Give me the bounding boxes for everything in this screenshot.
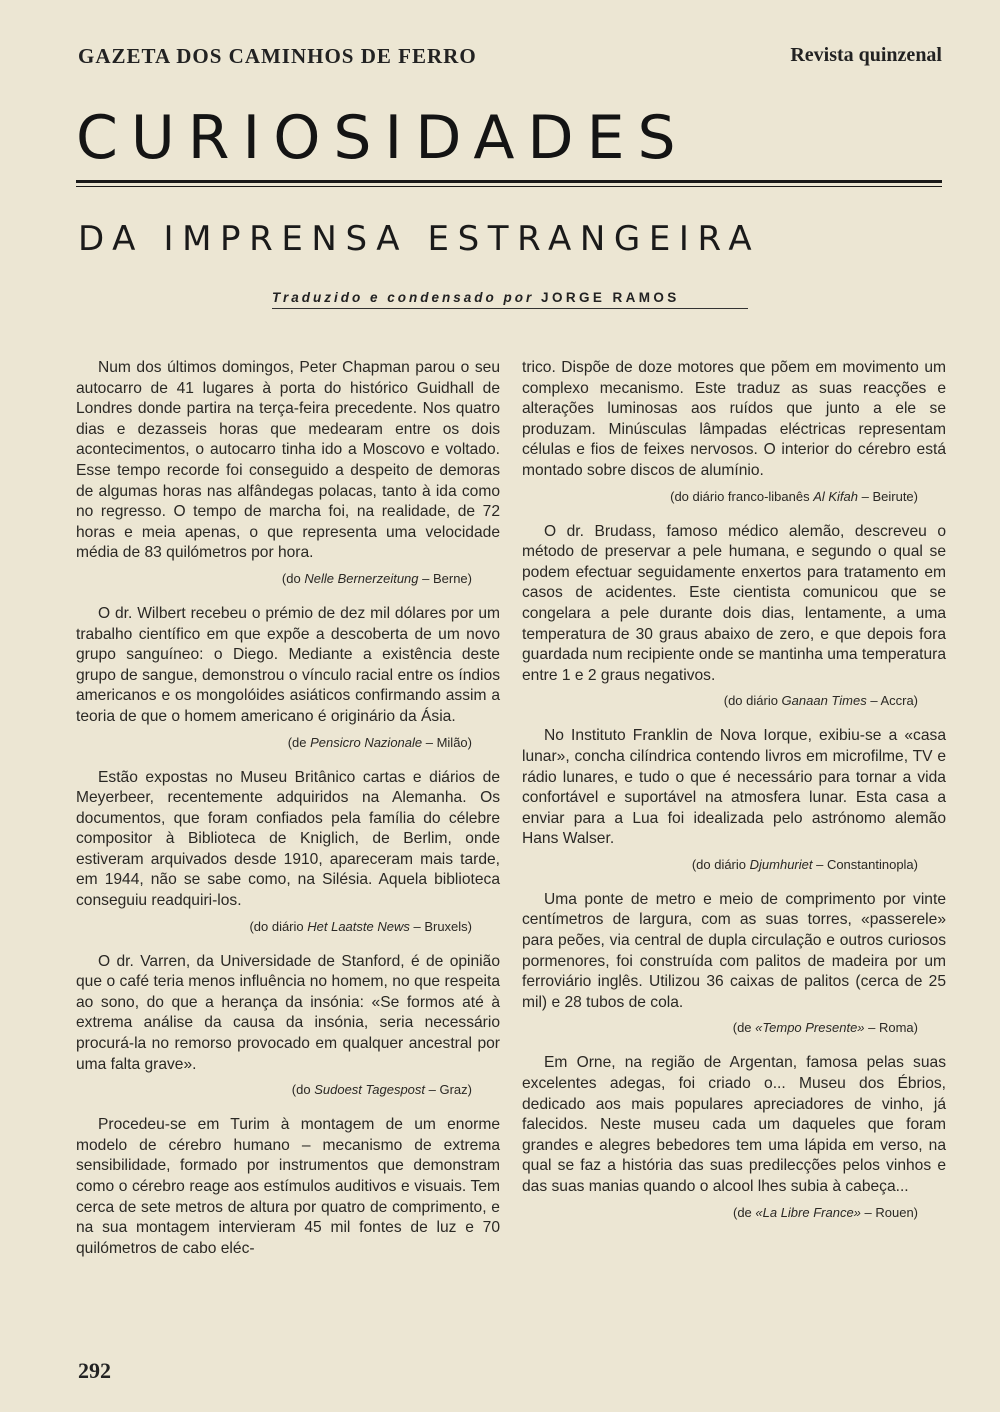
article-brain-model-continued: [522, 358, 946, 504]
article-text: Procedeu-se em Turim à montagem de um enorme modelo de cérebro humano – mecanismo de extrema sensibilidade, formado por instrumentos que demonstram como o cérebro reage aos estímulos auditivos e visuais. Tem cerca de sete metros de altura por quatro de comprimento, e na sua montagem intervieram 45 mil fontes de luz e 70 quilómetros de cabo eléc-: [76, 1116, 500, 1257]
article-source: (do Nelle Bernerzeitung – Berne): [281, 570, 472, 586]
left-column: [76, 358, 500, 1259]
article-text: No Instituto Franklin de Nova Iorque, exibiu-se a «casa lunar», concha cilíndrica contendo livros em microfilme, TV e rádio lunares, e tudo o que é necessário para tornar a vida confortável e suportável na atmosfera lunar. Esta casa a enviar para a Lua foi idealizada pelo astrónomo alemão Hans Walser.: [522, 727, 946, 848]
article-drunkards-museum: [522, 1053, 946, 1219]
article-text: O dr. Brudass, famoso médico alemão, descreveu o método de preservar a pele humana, e segundo o qual se podem efectuar seguidamente enxertos para tratamento em casos de acidentes. Este cientista comunicou que se congelara a pele durante dois dias, lentamente, a uma temperatura de 30 graus abaixo de zero, e que depois fora guardada num recipiente onde se mantinha uma temperatura entre 1 e 2 graus negativos.: [522, 522, 946, 684]
article-insomnia: [76, 952, 500, 1098]
article-source: (do diário Djumhuriet – Constantinopla): [691, 856, 918, 872]
article-text: O dr. Wilbert recebeu o prémio de dez mil dólares por um trabalho científico em que expõe a descoberta de um novo grupo sanguíneo: o Diego. Mediante a existência deste grupo de sangue, demonstrou o vínculo racial entre os índios americanos e os mongolóides asiáticos confirmando assim a teoria de que o homem americano é originário da Ásia.: [76, 604, 500, 725]
article-text: Em Orne, na região de Argentan, famosa pelas suas excelentes adegas, foi criado o... Museu dos Ébrios, dedicado aos mais populares apreciadores de vinho, já falecidos. Neste museu cada um daqueles que foram grandes e alegres bebedores tem uma lápida em verso, na qual se faz a história das suas predilecções pelos vinhos e das suas manias quando o alcool lhes subia à cabeça...: [522, 1054, 946, 1195]
publication-name: GAZETA DOS CAMINHOS DE FERRO: [78, 44, 477, 68]
article-source: (de «La Libre France» – Rouen): [732, 1204, 918, 1220]
article-meyerbeer: [76, 768, 500, 934]
byline: [272, 290, 752, 305]
article-source: (do diário Het Laatste News – Bruxels): [249, 918, 472, 934]
byline-prefix: Traduzido e condensado por: [272, 290, 535, 305]
article-brain-model: [76, 1115, 500, 1259]
page-number: 292: [78, 1358, 111, 1383]
article-source: (de Pensicro Nazionale – Milão): [287, 734, 472, 750]
article-text: Estão expostas no Museu Britânico cartas e diários de Meyerbeer, recentemente adquiridos na Alemanha. Os documentos, que foram confiados pela família do célebre compositor à Biblioteca de Kniglich, de Berlim, onde estiveram arquivados desde 1910, apareceram mais tarde, em 1944, não se sabe como, na Silésia. Aquela biblioteca conseguiu readquiri-los.: [76, 768, 500, 910]
article-skin-preservation: [522, 522, 946, 709]
periodicity-label: Revista quinzenal: [790, 44, 942, 66]
article-bus-record: [76, 358, 500, 586]
article-text-continued: trico. Dispõe de doze motores que põem em movimento um complexo mecanismo. Este traduz as suas reacções e alterações luminosas aos ruídos que junto a ele se produzam. Minúsculas lâmpadas eléctricas representam células e fios de feixes nervosos. O interior do cérebro está montado sobre discos de alumínio.: [522, 359, 946, 479]
article-source: (do diário franco-libanês Al Kifah – Beirute): [670, 488, 918, 504]
article-source: (do Sudoest Tagespost – Graz): [291, 1082, 472, 1098]
right-column: [522, 358, 946, 1220]
article-text: Uma ponte de metro e meio de comprimento por vinte centímetros de largura, com as suas torres, «passerele» para peões, via central de dupla circulação e outros curiosos pormenores, foi construída com palitos de madeira por um ferroviário inglês. Utilizou 36 caixas de palitos (cerca de 25 mil) e 28 tubos de cola.: [522, 890, 946, 1011]
article-text: O dr. Varren, da Universidade de Stanford, é de opinião que o café teria menos influência no homem, no que respeita ao sono, do que a herança da insónia: «Se formos até à extrema análise da causa da insónia, seria necessário procurá-la no remorso provocado em qualquer ancestral por uma falta grave».: [76, 952, 500, 1073]
title-rule-thin: [76, 186, 942, 187]
byline-rule: [272, 308, 748, 309]
page-subtitle: DA IMPRENSA ESTRANGEIRA: [78, 219, 761, 259]
title-rule-thick: [76, 180, 942, 183]
byline-author: JORGE RAMOS: [541, 290, 680, 305]
article-blood-group: [76, 604, 500, 750]
article-lunar-house: [522, 726, 946, 872]
article-text: Num dos últimos domingos, Peter Chapman parou o seu autocarro de 41 lugares à porta do histórico Guidhall de Londres donde partira na terça-feira precedente. Nos quatro dias e dezasseis horas que medearam entre os dois acontecimentos, o autocarro tinha ido a Moscovo e voltado. Esse tempo recorde foi conseguido a despeito de demoras de algumas horas nas alfândegas polacas, tanto à ida como no regresso. O tempo de marcha foi, na realidade, de 72 horas e meia apenas, o que representa uma velocidade média de 83 quilómetros por hora.: [76, 359, 500, 562]
article-source: (do diário Ganaan Times – Accra): [723, 693, 918, 709]
article-matchstick-bridge: [522, 890, 946, 1036]
page-title: CURIOSIDADES: [76, 103, 689, 173]
article-source: (de «Tempo Presente» – Roma): [732, 1020, 918, 1036]
